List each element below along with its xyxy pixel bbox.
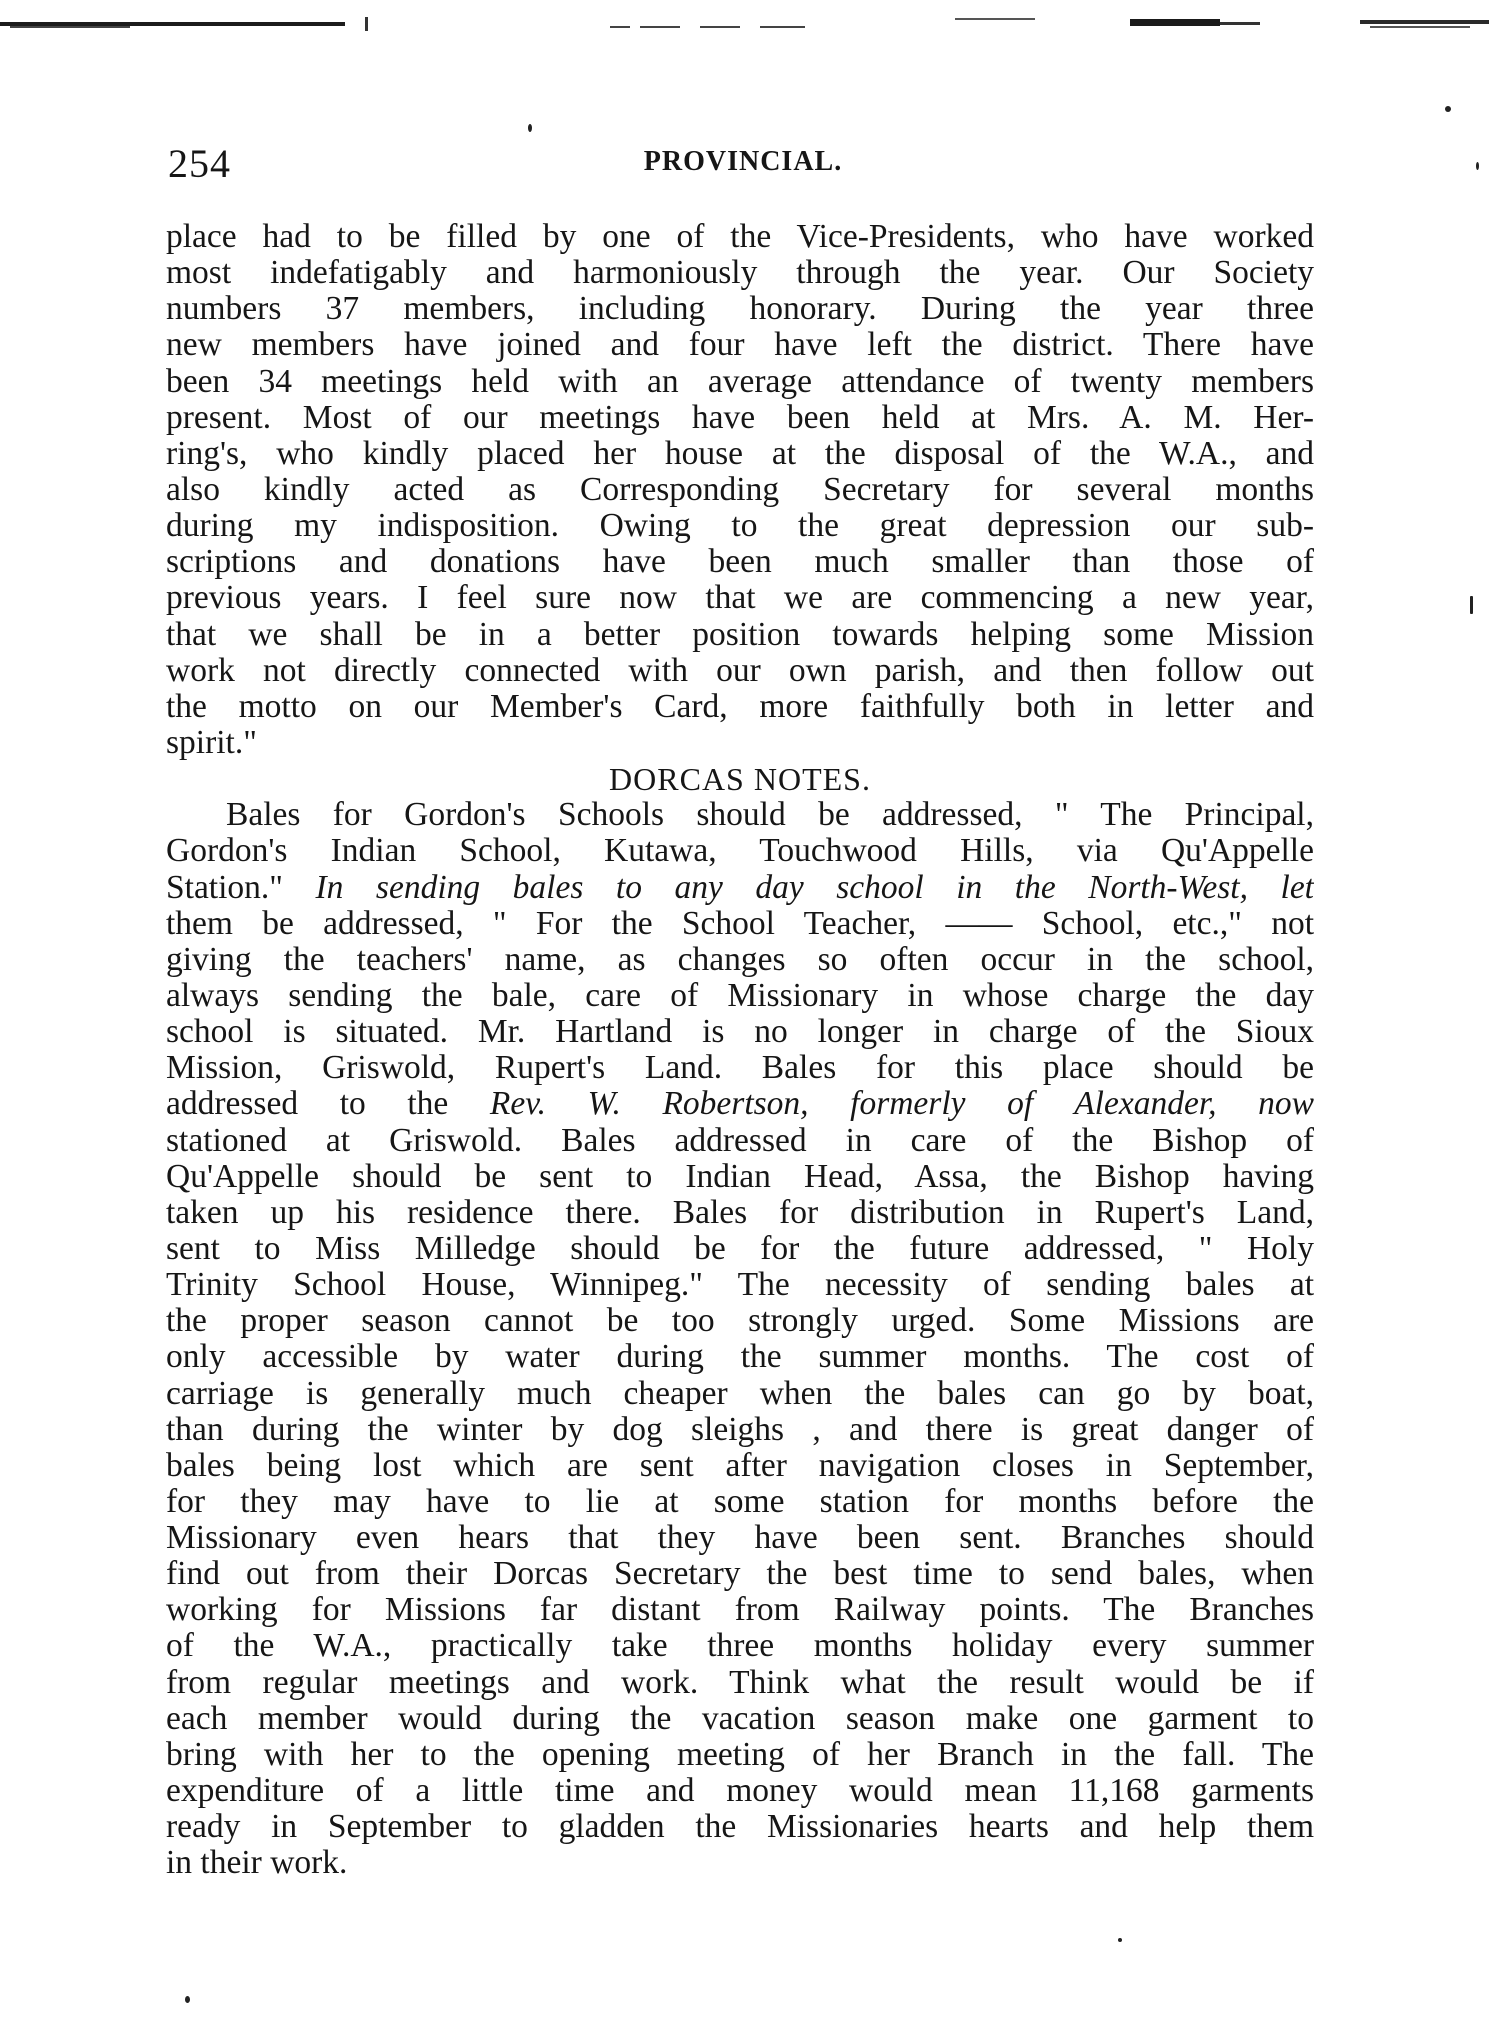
text-line: find out from their Dorcas Secretary the best time to send bales, when [166, 1556, 1314, 1593]
text-line: present. Most of our meetings have been held at Mrs. A. M. Her- [166, 399, 1314, 436]
scan-speck [1476, 162, 1479, 170]
text-line: expenditure of a little time and money would mean 11,168 garments [166, 1773, 1314, 1810]
italic-segment: Rev. W. Robertson, formerly of Alexander, [489, 1086, 1217, 1123]
text-line: ready in September to gladden the Missionaries hearts and help them [166, 1809, 1314, 1846]
text-line: than during the winter by dog sleighs , and there is great danger of [166, 1411, 1314, 1448]
text-line: for they may have to lie at some station for months before the [166, 1483, 1314, 1520]
scan-speck [1470, 596, 1473, 614]
text-line: numbers 37 members, including honorary. During the year three [166, 291, 1314, 328]
text-line: each member would during the vacation season make one garment to [166, 1700, 1314, 1737]
text-line: in their work. [166, 1845, 348, 1882]
text-line: scriptions and donations have been much smaller than those of [166, 544, 1314, 581]
text-line: carriage is generally much cheaper when the bales can go by boat, [166, 1375, 1314, 1412]
text-line: ring's, who kindly placed her house at the disposal of the W.A., and [166, 435, 1314, 472]
body-text [166, 219, 1314, 1881]
text-line: sent to Miss Milledge should be for the future addressed, " Holy [166, 1230, 1314, 1267]
text-line: place had to be filled by one of the Vice-Presidents, who have worked [166, 219, 1314, 255]
text-line: most indefatigably and harmoniously through the year. Our Society [166, 255, 1314, 292]
scan-speck [185, 1996, 190, 2003]
text-line: working for Missions far distant from Railway points. The Branches [166, 1592, 1314, 1629]
text-segment: addressed to the [166, 1086, 490, 1123]
text-line: always sending the bale, care of Missionary in whose charge the day [166, 977, 1314, 1014]
italic-segment: now [1216, 1086, 1314, 1123]
text-line: them be addressed, " For the School Teacher, —— School, etc.," not [166, 905, 1314, 942]
text-line: previous years. I feel sure now that we are commencing a new year, [166, 580, 1314, 617]
text-line: Mission, Griswold, Rupert's Land. Bales for this place should be [166, 1050, 1314, 1087]
text-line: bales being lost which are sent after navigation closes in September, [166, 1447, 1314, 1484]
text-line: been 34 meetings held with an average attendance of twenty members [166, 363, 1314, 400]
text-line: giving the teachers' name, as changes so often occur in the school, [166, 941, 1314, 978]
text-line: only accessible by water during the summer months. The cost of [166, 1339, 1314, 1376]
text-line: taken up his residence there. Bales for distribution in Rupert's Land, [166, 1194, 1314, 1231]
text-line: stationed at Griswold. Bales addressed in care of the Bishop of [166, 1122, 1314, 1159]
text-line: bring with her to the opening meeting of her Branch in the fall. The [166, 1736, 1314, 1773]
text-line: also kindly acted as Corresponding Secretary for several months [166, 471, 1314, 508]
text-line: spirit." [166, 724, 257, 761]
text-line [166, 870, 1314, 906]
running-head: PROVINCIAL. [643, 146, 843, 177]
text-line: Trinity School House, Winnipeg." The necessity of sending bales at [166, 1267, 1314, 1304]
italic-segment: In sending bales to any day school in the North-West, let [315, 869, 1314, 906]
scan-speck [1445, 106, 1451, 112]
text-line: work not directly connected with our own parish, and then follow out [166, 652, 1314, 689]
text-line: that we shall be in a better position towards helping some Mission [166, 616, 1314, 653]
text-line: new members have joined and four have left the district. There have [166, 327, 1314, 364]
page-number: 254 [168, 141, 231, 186]
text-line: Gordon's Indian School, Kutawa, Touchwood Hills, via Qu'Appelle [166, 833, 1314, 870]
text-line [166, 1086, 1314, 1122]
scan-speck [1118, 1938, 1122, 1942]
scan-speck [528, 124, 532, 132]
text-line: Missionary even hears that they have been sent. Branches should [166, 1520, 1314, 1557]
text-line: during my indisposition. Owing to the great depression our sub- [166, 508, 1314, 545]
text-line: school is situated. Mr. Hartland is no longer in charge of the Sioux [166, 1014, 1314, 1051]
text-line: the motto on our Member's Card, more faithfully both in letter and [166, 688, 1314, 725]
text-line: Qu'Appelle should be sent to Indian Head, Assa, the Bishop having [166, 1158, 1314, 1195]
text-line: of the W.A., practically take three months holiday every summer [166, 1628, 1314, 1665]
text-line: Bales for Gordon's Schools should be addressed, " The Principal, [226, 797, 1314, 834]
page-header [168, 140, 1318, 186]
text-segment: Station." [166, 869, 316, 906]
text-line: the proper season cannot be too strongly urged. Some Missions are [166, 1303, 1314, 1340]
section-heading: DORCAS NOTES. [609, 761, 871, 798]
scan-artifact-rule [0, 14, 1489, 36]
text-line: from regular meetings and work. Think what the result would be if [166, 1664, 1314, 1701]
